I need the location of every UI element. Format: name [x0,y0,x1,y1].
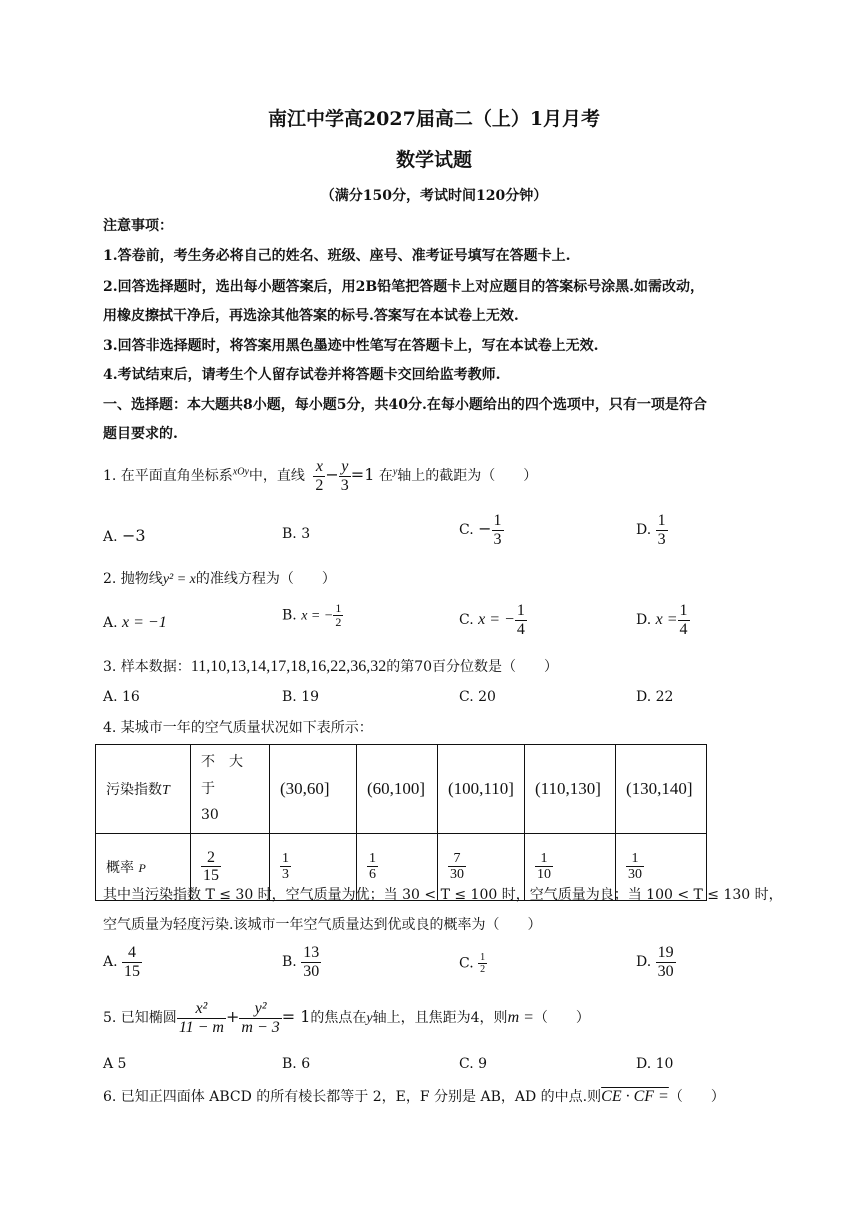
notice-item-2-cont: 用橡皮擦拭干净后，再选涂其他答案的标号.答案写在本试卷上无效. [103,308,519,324]
q2-option-c: C. x = − $\frac{1}{4}$ [459,602,525,638]
q4-option-d: D. $\frac{19}{30}$ [636,944,674,980]
notice-heading: 注意事项： [103,218,173,234]
question-2: 2. 抛物线y² = x的准线方程为（ ） [103,571,336,587]
notice-item-4: 4.考试结束后，请考生个人留存试卷并将答题卡交回给监考教师. [103,367,501,383]
q4-option-b: B. $\frac{13}{30}$ [282,944,320,980]
table-cell: (130,140] [615,745,706,834]
q4-text-2: 空气质量为轻度污染.该城市一年空气质量达到优或良的概率为（ ） [103,917,542,933]
q2-option-d: D. x = $\frac{1}{4}$ [636,602,688,638]
air-quality-table [95,744,707,901]
question-1: 1. 在平面直角坐标系$^{xOy}$中，直线 $\frac{x}{2}$ − $\frac{y}{3}$ =1 在$^y$轴上的截距为（ ） [103,458,538,494]
table-cell: (30,60] [270,745,357,834]
table-cell: 不 大 于 30 [191,745,270,834]
section1-line2: 题目要求的. [103,426,178,442]
table-cell: $\frac{1}{30}$ [615,833,706,900]
question-4: 4. 某城市一年的空气质量状况如下表所示： [103,720,373,736]
q4-option-a: A. $\frac{4}{15}$ [103,944,141,980]
q1-option-b: B. 3 [282,526,311,542]
table-head-prob: 概率 P [96,833,191,900]
q3-option-a: A. 16 [103,689,140,705]
q5-option-c: C. 9 [459,1056,488,1072]
q5-option-d: D. 10 [636,1056,674,1072]
question-5: 5. 已知椭圆 $\frac{\text{x²}}{11 - m}$ + $\frac{\text{y²}}{m - 3}$ = 1的焦点在y轴上，且焦距为4，则m =（ ） [103,1000,590,1036]
table-cell: (110,130] [524,745,615,834]
table-cell: $\frac{1}{3}$ [270,833,357,900]
q1-option-c: C. − $\frac{1}{3}$ [459,512,502,548]
table-cell: $\frac{1}{6}$ [357,833,438,900]
question-3: 3. 样本数据：11,10,13,14,17,18,16,22,36,32的第70百分位数是（ ） [103,658,559,675]
table-cell: $\frac{2}{15}$ [191,833,270,900]
q5-option-b: B. 6 [282,1056,311,1072]
notice-item-3: 3.回答非选择题时，将答案用黑色墨迹中性笔写在答题卡上，写在本试卷上无效. [103,338,599,354]
table-cell: (100,110] [438,745,525,834]
table-cell: (60,100] [357,745,438,834]
exam-info: （满分150分，考试时间120分钟） [320,188,548,204]
q4-text-1: 其中当污染指数 T ≤ 30 时，空气质量为优；当 30 < T ≤ 100 时，空气质量为良；当 100 < T ≤ 130 时， [103,887,783,903]
table-head-index: 污染指数T [96,745,191,834]
q3-option-c: C. 20 [459,689,496,705]
table-cell: $\frac{7}{30}$ [438,833,525,900]
q3-option-b: B. 19 [282,689,320,705]
notice-item-1: 1.答卷前，考生务必将自己的姓名、班级、座号、准考证号填写在答题卡上. [103,248,571,264]
exam-title: 南江中学高2027届高二（上）1月月考 [267,108,601,130]
notice-item-2: 2.回答选择题时，选出每小题答案后，用2B铅笔把答题卡上对应题目的答案标号涂黑.如需改动， [103,279,705,295]
q1-option-a: A. −3 [103,526,146,545]
q3-option-d: D. 22 [636,689,674,705]
question-6: 6. 已知正四面体 ABCD 的所有棱长都等于 2，E，F 分别是 AB，AD 的中点.则CE · CF =（ ） [103,1088,725,1105]
q5-option-a: A 5 [103,1056,127,1072]
q2-option-a: A. x = −1 [103,614,167,631]
section1-line1: 一、选择题：本大题共8小题，每小题5分，共40分.在每小题给出的四个选项中，只有一项是符合 [103,397,707,413]
q4-option-c: C. $\frac{1}{2}$ [459,952,486,975]
exam-subject: 数学试题 [395,149,472,171]
q1-option-d: D. $\frac{1}{3}$ [636,512,666,548]
q2-option-b: B. x = − $\frac{1}{2}$ [282,601,342,630]
table-cell: $\frac{1}{10}$ [524,833,615,900]
